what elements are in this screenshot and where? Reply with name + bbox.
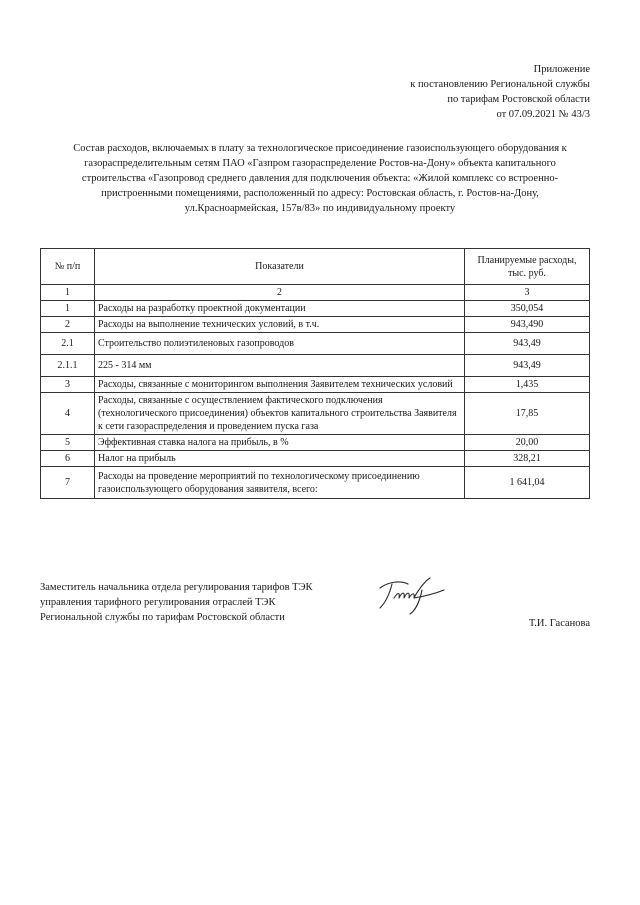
row-name: Эффективная ставка налога на прибыль, в % <box>95 435 465 451</box>
row-value: 17,85 <box>465 393 590 435</box>
table-header-row <box>41 249 590 285</box>
table-index-row <box>41 285 590 301</box>
row-name: Расходы, связанные с мониторингом выполнения Заявителем технических условий <box>95 377 465 393</box>
index-num: 1 <box>41 285 95 301</box>
appendix-header <box>410 62 590 122</box>
title-line: строительства «Газопровод среднего давления для подключения объекта: «Жилой комплекс со встроенно- <box>81 173 559 184</box>
costs-table <box>40 248 590 499</box>
title-line: ул.Красноармейская, 157в/83» по индивидуальному проекту <box>184 203 456 214</box>
signatory-line: Региональной службы по тарифам Ростовской области <box>40 612 285 623</box>
row-num: 7 <box>41 467 95 499</box>
appendix-line: по тарифам Ростовской области <box>447 94 590 105</box>
appendix-line: к постановлению Региональной службы <box>410 79 590 90</box>
table-row <box>41 377 590 393</box>
row-num: 2.1.1 <box>41 355 95 377</box>
row-name: Расходы, связанные с осуществлением фактического подключения (технологического присоединения) объектов капитального строительства Заявителя к сети газораспределения и проведением пуска газа <box>95 393 465 435</box>
row-num: 6 <box>41 451 95 467</box>
title-line: пристроенными помещениями, расположенный по адресу: Ростовская область, г. Ростов-на-Дону, <box>101 188 539 199</box>
header-num: № п/п <box>41 249 95 285</box>
signatory-name: Т.И. Гасанова <box>528 618 590 629</box>
row-value: 943,49 <box>465 355 590 377</box>
row-num: 2.1 <box>41 333 95 355</box>
table-row <box>41 301 590 317</box>
table-row <box>41 355 590 377</box>
row-name: Строительство полиэтиленовых газопроводов <box>95 333 465 355</box>
row-value: 943,490 <box>465 317 590 333</box>
row-value: 1,435 <box>465 377 590 393</box>
header-name: Показатели <box>95 249 465 285</box>
row-name: Налог на прибыль <box>95 451 465 467</box>
header-value: Планируемые расходы, тыс. руб. <box>465 249 590 285</box>
handwritten-signature-icon <box>374 576 454 616</box>
title-line: газораспределительным сетям ПАО «Газпром газораспределение Ростов-на-Дону» объекта капитального <box>84 158 556 169</box>
row-name: Расходы на разработку проектной документации <box>95 301 465 317</box>
signatory-position <box>40 580 313 625</box>
row-value: 350,054 <box>465 301 590 317</box>
document-title <box>40 141 600 216</box>
signatory-line: Заместитель начальника отдела регулирования тарифов ТЭК <box>40 582 313 593</box>
row-name: Расходы на проведение мероприятий по технологическому присоединению газоиспользующего оборудования заявителя, всего: <box>95 467 465 499</box>
title-line: Состав расходов, включаемых в плату за технологическое присоединение газоиспользующего оборудования к <box>73 143 567 154</box>
table-row <box>41 317 590 333</box>
row-name: 225 - 314 мм <box>95 355 465 377</box>
appendix-line: от 07.09.2021 № 43/3 <box>496 109 590 120</box>
signatory-line: управления тарифного регулирования отраслей ТЭК <box>40 597 276 608</box>
row-num: 3 <box>41 377 95 393</box>
row-num: 4 <box>41 393 95 435</box>
index-name: 2 <box>95 285 465 301</box>
index-value: 3 <box>465 285 590 301</box>
row-num: 1 <box>41 301 95 317</box>
table-row <box>41 435 590 451</box>
row-value: 943,49 <box>465 333 590 355</box>
table-row <box>41 393 590 435</box>
appendix-line: Приложение <box>533 64 590 75</box>
table-row <box>41 467 590 499</box>
table-row <box>41 333 590 355</box>
row-num: 5 <box>41 435 95 451</box>
row-value: 20,00 <box>465 435 590 451</box>
table-row <box>41 451 590 467</box>
row-value: 1 641,04 <box>465 467 590 499</box>
row-name: Расходы на выполнение технических условий, в т.ч. <box>95 317 465 333</box>
row-num: 2 <box>41 317 95 333</box>
row-value: 328,21 <box>465 451 590 467</box>
